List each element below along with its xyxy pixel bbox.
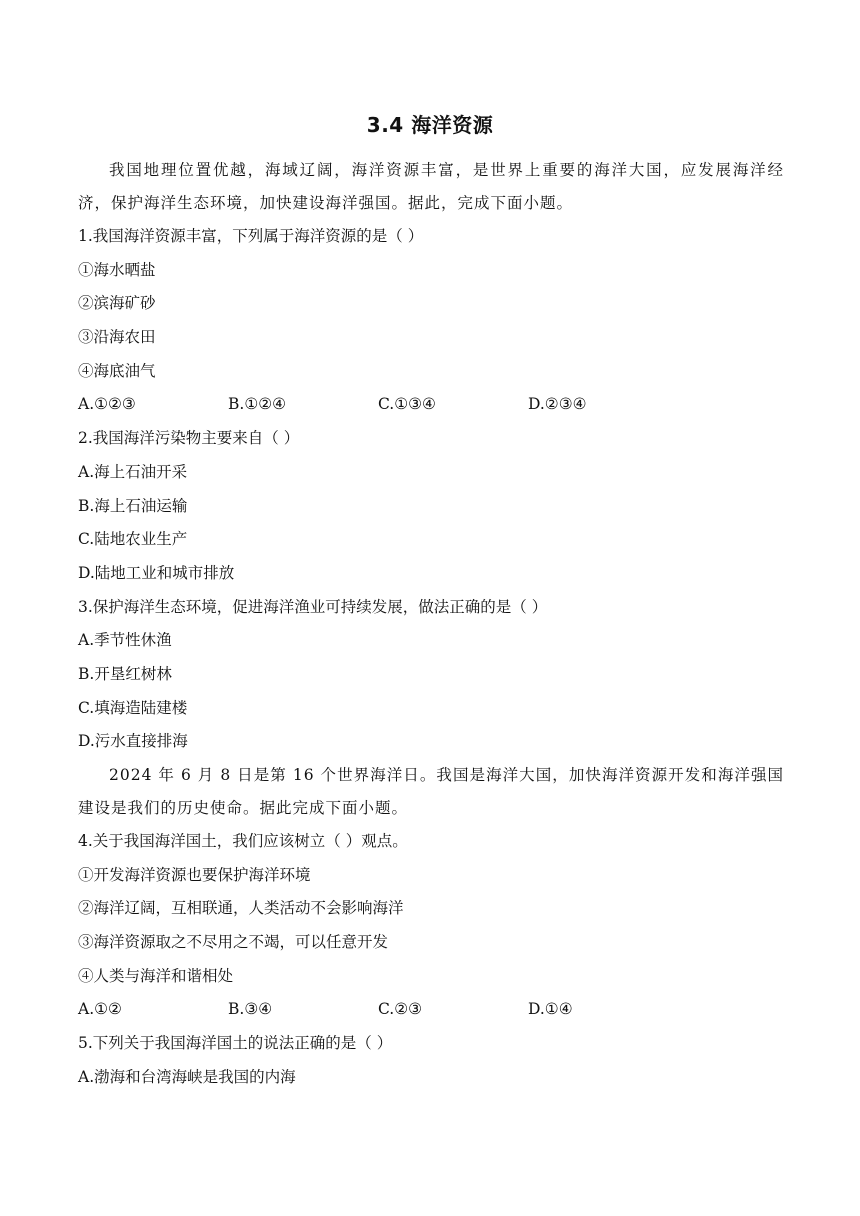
option-b: B.海上石油运输 [78,496,188,515]
question-4-item: ①开发海洋资源也要保护海洋环境 [78,865,311,884]
option-d: D.①④ [528,1000,573,1019]
option-a: A.①② [78,1000,122,1019]
question-2-stem: 2.我国海洋污染物主要来自（ ） [78,429,300,448]
question-4-item: ②海洋辽阔，互相联通，人类活动不会影响海洋 [78,899,404,918]
question-4-item: ④人类与海洋和谐相处 [78,966,234,985]
question-4-stem: 4.关于我国海洋国土，我们应该树立（ ）观点。 [78,832,408,850]
question-1-item: ②滨海矿砂 [78,294,156,313]
option-c: C.①③④ [378,395,436,414]
question-1-options [78,388,784,422]
option-a: A.海上石油开采 [78,462,188,481]
option-a: A.①②③ [78,395,136,414]
option-d: D.污水直接排海 [78,732,188,751]
question-4-item: ③海洋资源取之不尽用之不竭，可以任意开发 [78,933,389,952]
question-3-stem: 3.保护海洋生态环境，促进海洋渔业可持续发展，做法正确的是（ ） [78,597,548,616]
question-1-item: ①海水晒盐 [78,260,156,279]
question-1-item: ③沿海农田 [78,328,156,347]
option-d: D.陆地工业和城市排放 [78,563,235,582]
document-title: 3.4 海洋资源 [366,113,494,137]
question-4-options [78,993,784,1027]
option-a: A.渤海和台湾海峡是我国的内海 [78,1067,296,1086]
document-content [78,154,784,1095]
option-c: C.填海造陆建楼 [78,698,188,717]
option-d: D.②③④ [528,395,587,414]
option-b: B.③④ [228,1000,273,1019]
passage-intro-1: 我国地理位置优越，海域辽阔，海洋资源丰富，是世界上重要的海洋大国，应发展海洋经济，保护海洋生态环境，加快建设海洋强国。据此，完成下面小题。 [78,161,784,212]
option-b: B.开垦红树林 [78,664,172,683]
option-a: A.季节性休渔 [78,631,172,650]
passage-intro-2: 2024 年 6 月 8 日是第 16 个世界海洋日。我国是海洋大国，加快海洋资源开发和海洋强国建设是我们的历史使命。据此完成下面小题。 [78,766,784,817]
option-c: C.陆地农业生产 [78,530,188,549]
option-c: C.②③ [378,1000,423,1019]
question-5-stem: 5.下列关于我国海洋国土的说法正确的是（ ） [78,1034,393,1053]
option-b: B.①②④ [228,395,287,414]
question-1-stem: 1.我国海洋资源丰富，下列属于海洋资源的是（ ） [78,227,424,245]
question-1-item: ④海底油气 [78,361,156,380]
